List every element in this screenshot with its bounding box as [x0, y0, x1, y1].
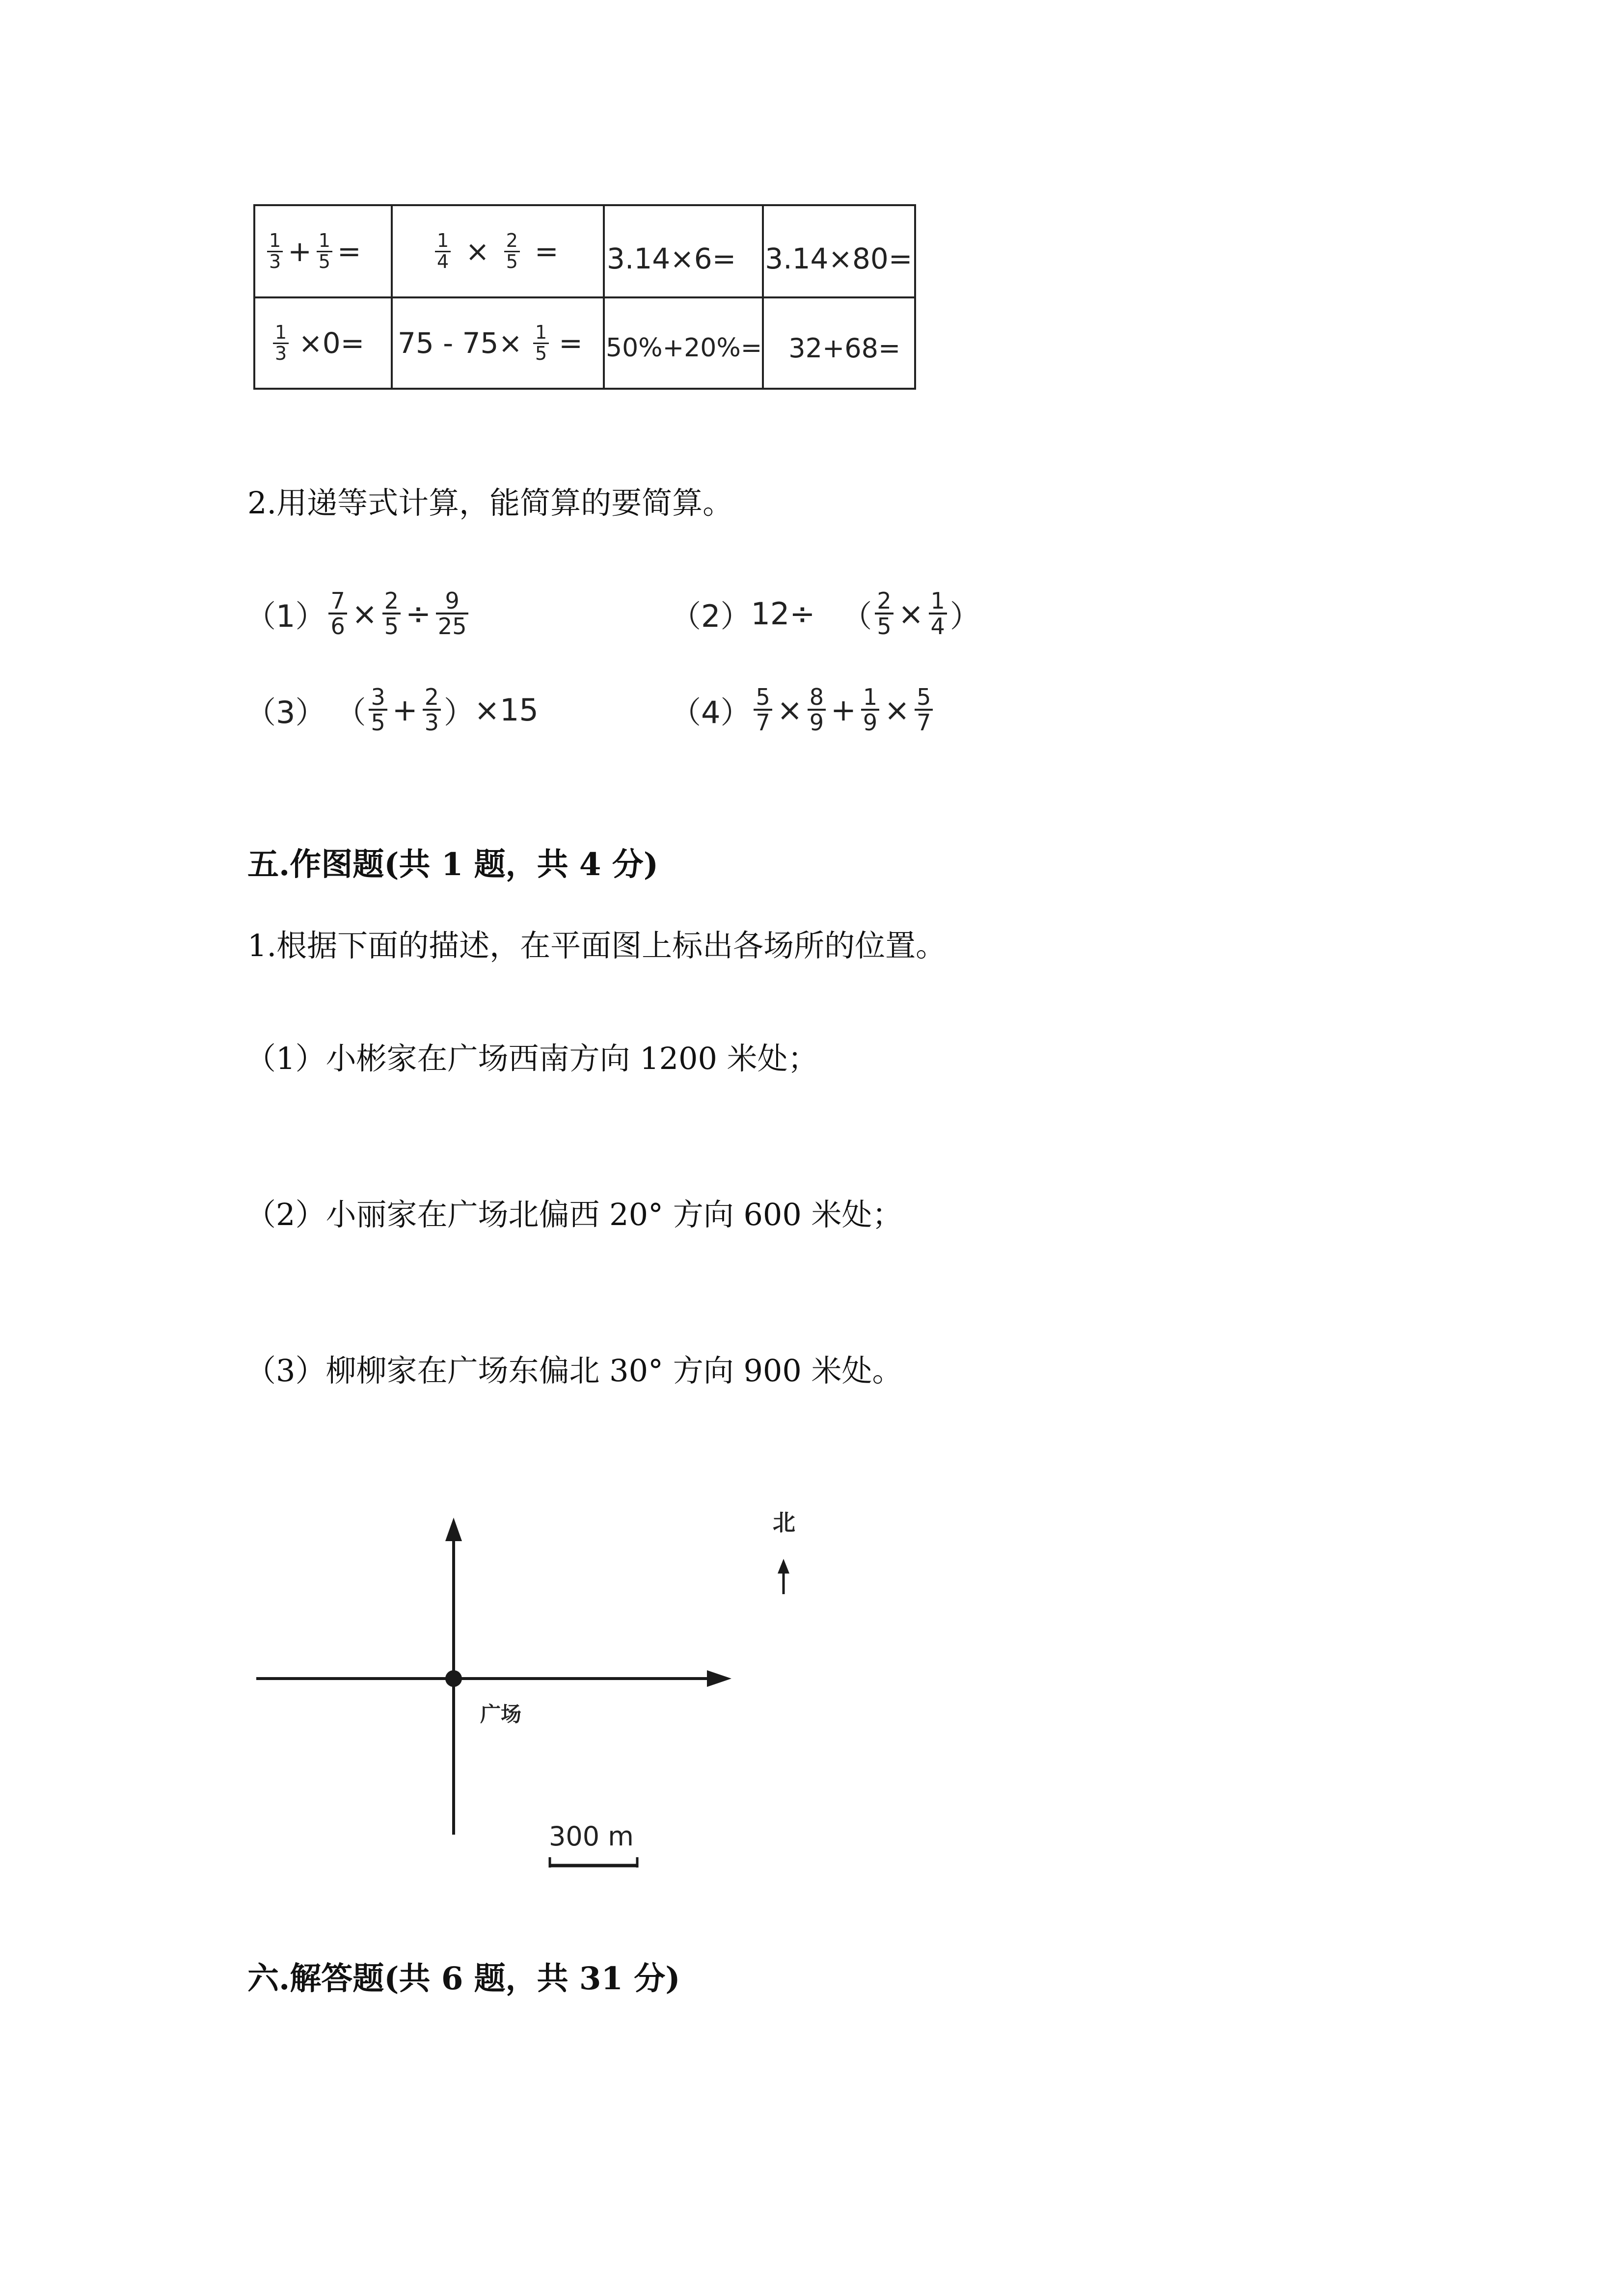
- fraction: $\frac{1}{9}$: [861, 685, 879, 735]
- equals-sign: =: [337, 235, 361, 268]
- fraction: $\frac{8}{9}$: [808, 685, 826, 735]
- problem-label: （3）: [245, 694, 326, 730]
- north-label: 北: [773, 1509, 795, 1536]
- fraction: $\frac{1}{4}$: [435, 231, 451, 272]
- description-item-1: （1）小彬家在广场西南方向 1200 米处；: [245, 1041, 818, 1076]
- cell-text: 3.14×6=: [607, 242, 736, 275]
- fraction: $\frac{5}{7}$: [915, 685, 933, 735]
- section-5-heading: 五.作图题(共 1 题，共 4 分): [247, 846, 659, 883]
- axes: [256, 1518, 789, 1868]
- cell-text: 3.14×80=: [765, 242, 913, 275]
- fraction: $\frac{1}{5}$: [317, 231, 332, 272]
- equals-sign: =: [559, 326, 583, 360]
- fraction: $\frac{2}{3}$: [423, 685, 441, 735]
- fraction: $\frac{2}{5}$: [382, 589, 401, 639]
- right-paren: ）: [949, 598, 980, 634]
- fraction: $\frac{9}{25}$: [436, 589, 469, 639]
- up-arrow-icon: [445, 1518, 462, 1541]
- description-item-2: （2）小丽家在广场北偏西 20° 方向 600 米处；: [245, 1197, 903, 1232]
- cell-text: 50%+20%=: [606, 333, 762, 363]
- north-arrow-icon: [778, 1559, 789, 1574]
- fraction: $\frac{1}{3}$: [267, 231, 283, 272]
- cell-text: 32+68=: [788, 332, 901, 364]
- fraction: $\frac{3}{5}$: [369, 685, 387, 735]
- left-paren: （: [335, 694, 366, 730]
- section-6-heading: 六.解答题(共 6 题，共 31 分): [247, 1960, 680, 1997]
- origin-label: 广场: [480, 1702, 522, 1726]
- origin-dot: [445, 1670, 462, 1687]
- question-2-prompt: 2.用递等式计算，能简算的要简算。: [247, 485, 733, 521]
- fraction: $\frac{2}{5}$: [504, 231, 520, 272]
- problem-label: （2）: [671, 598, 751, 634]
- fraction: $\frac{7}{6}$: [328, 589, 347, 639]
- problem-label: （4）: [671, 694, 751, 730]
- right-arrow-icon: [707, 1670, 731, 1687]
- right-paren: ）: [443, 694, 474, 730]
- section-5-question-1: 1.根据下面的描述，在平面图上标出各场所的位置。: [247, 928, 947, 963]
- fraction: $\frac{1}{4}$: [929, 589, 947, 639]
- cell-text: ×0=: [298, 326, 365, 360]
- scale-label: 300 m: [549, 1821, 634, 1852]
- description-item-3: （3）柳柳家在广场东偏北 30° 方向 900 米处。: [245, 1353, 903, 1388]
- fraction: $\frac{2}{5}$: [875, 589, 893, 639]
- operator: +: [830, 692, 856, 728]
- operator: ÷: [405, 595, 431, 632]
- cell-text: 75 - 75×: [398, 326, 523, 360]
- operator: ×: [465, 235, 489, 268]
- operator: +: [392, 692, 418, 728]
- operator: ×: [898, 595, 924, 632]
- expression-text: ×15: [474, 692, 539, 728]
- fraction: $\frac{5}{7}$: [754, 685, 772, 735]
- operator: ×: [884, 692, 910, 728]
- left-paren: （: [841, 598, 872, 634]
- operator: +: [288, 235, 312, 268]
- problem-label: （1）: [245, 598, 326, 634]
- operator: ×: [777, 692, 803, 728]
- expression-text: 12÷: [751, 595, 815, 632]
- fraction: $\frac{1}{3}$: [273, 323, 289, 364]
- equals-sign: =: [534, 235, 559, 268]
- fraction: $\frac{1}{5}$: [533, 323, 549, 364]
- operator: ×: [352, 595, 378, 632]
